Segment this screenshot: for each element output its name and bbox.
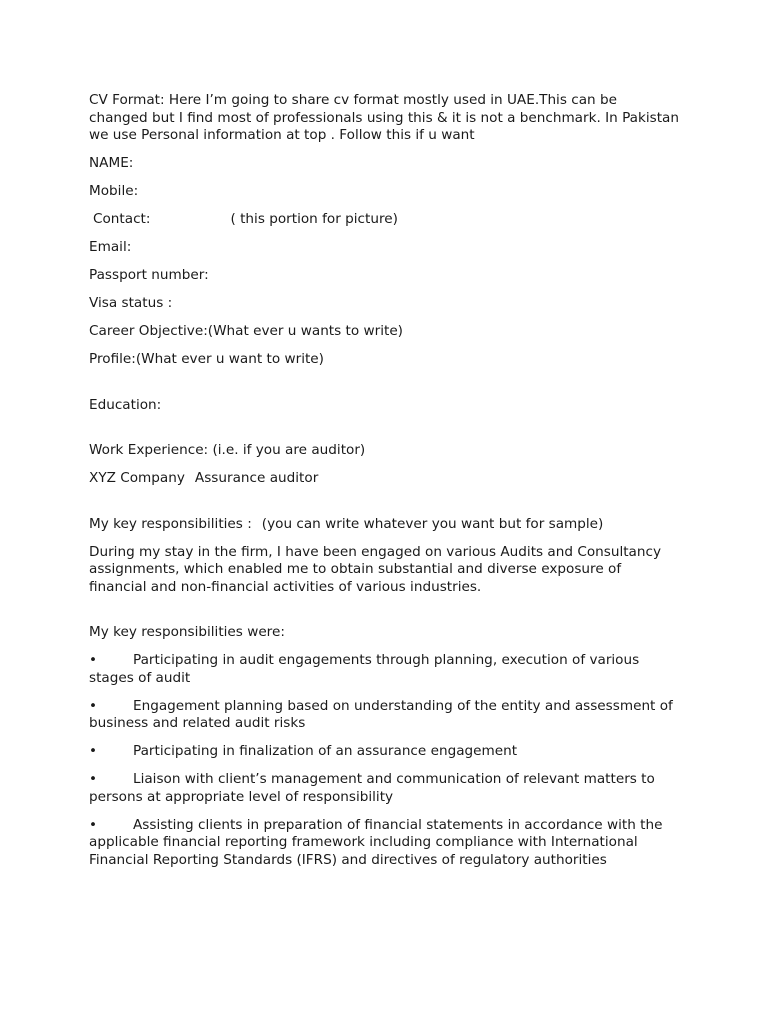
company-line	[89, 470, 679, 488]
education-heading: Education:	[89, 396, 162, 413]
passport-field: Passport number:	[89, 267, 209, 283]
responsibilities-label: My key responsibilities :	[89, 515, 252, 532]
name-field: NAME:	[89, 155, 134, 171]
work-experience-heading: Work Experience: (i.e. if you are auditor)	[89, 442, 366, 458]
visa-field: Visa status :	[89, 295, 173, 311]
contact-line	[89, 211, 679, 229]
list-item	[89, 743, 679, 761]
bullet-icon: •	[89, 743, 98, 759]
responsibilities-note: (you can write whatever you want but for sample)	[261, 515, 604, 532]
document-body	[89, 92, 679, 880]
profile-field: Profile:(What ever u want to write)	[89, 351, 324, 367]
list-item	[89, 771, 679, 806]
intro-paragraph: CV Format: Here I’m going to share cv format mostly used in UAE.This can be changed but I find most of professionals using this & it is not a benchmark. In Pakistan we use Personal information at top . Follow this if u want	[89, 92, 679, 143]
job-role: Assurance auditor	[194, 470, 319, 486]
mobile-field: Mobile:	[89, 183, 139, 199]
bullet-icon: •	[89, 771, 98, 787]
list-item	[89, 698, 679, 733]
list-item-text: Assisting clients in preparation of financial statements in accordance with the applicable financial reporting framework including compliance with International Financial Reporting Standards (IFRS) and directives of regulatory authorities	[89, 816, 663, 868]
list-item-text: Engagement planning based on understanding of the entity and assessment of business and related audit risks	[89, 697, 673, 731]
email-field: Email:	[89, 239, 132, 255]
list-item	[89, 652, 679, 687]
list-item	[89, 817, 679, 870]
company-name: XYZ Company	[89, 470, 185, 486]
bullet-icon: •	[89, 697, 98, 714]
contact-field: Contact:	[93, 211, 151, 227]
career-objective-field: Career Objective:(What ever u wants to write)	[89, 323, 403, 339]
responsibilities-label-line	[89, 516, 679, 534]
list-item-text: Liaison with client’s management and communication of relevant matters to persons at appropriate level of responsibility	[89, 771, 655, 805]
bullet-icon: •	[89, 816, 98, 833]
list-item-text: Participating in audit engagements through planning, execution of various stages of audit	[89, 652, 640, 686]
responsibilities-paragraph: During my stay in the firm, I have been engaged on various Audits and Consultancy assignments, which enabled me to obtain substantial and diverse exposure of financial and non-financial activities of various industries.	[89, 543, 662, 595]
list-item-text: Participating in finalization of an assurance engagement	[133, 743, 518, 759]
picture-note: ( this portion for picture)	[230, 211, 398, 227]
bullet-icon: •	[89, 652, 98, 668]
responsibilities-list-heading: My key responsibilities were:	[89, 624, 285, 640]
